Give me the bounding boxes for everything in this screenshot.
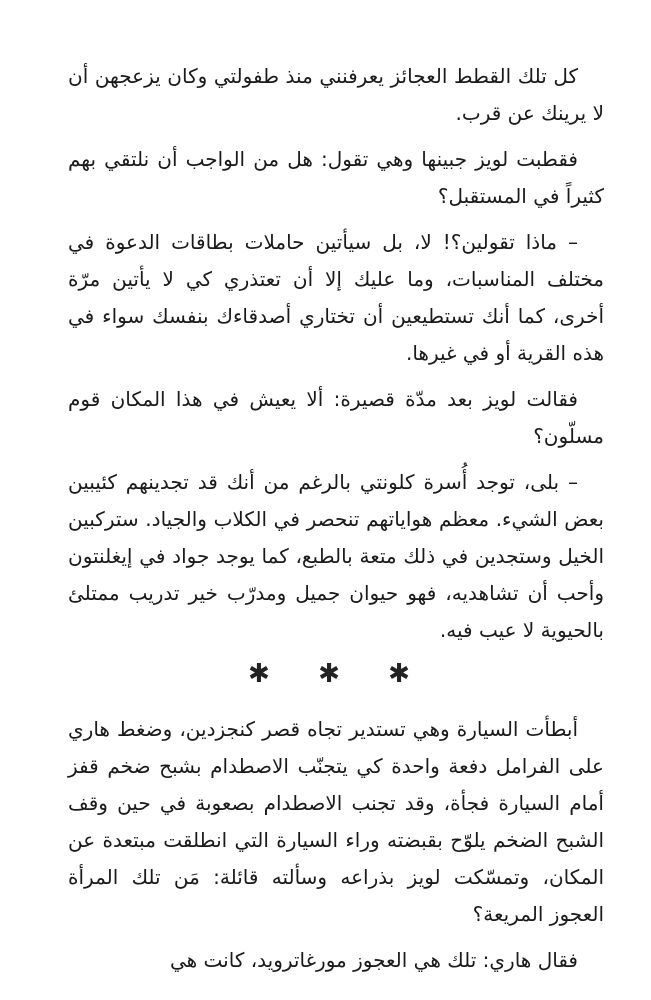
section-separator [68, 659, 604, 689]
paragraph: فقالت لويز بعد مدّة قصيرة: ألا يعيش في هذا المكان قوم مسلّون؟ [68, 387, 604, 448]
paragraph: فقال هاري: تلك هي العجوز مورغاترويد، كانت هي [169, 948, 578, 972]
paragraph: كل تلك القطط العجائز يعرفنني منذ طفولتي وكان يزعجهن أن لا يرينك عن قرب. [68, 64, 604, 125]
paragraph: فقطبت لويز جبينها وهي تقول: هل من الواجب أن نلتقي بهم كثيراً في المستقبل؟ [68, 147, 604, 208]
paragraph: أبطأت السيارة وهي تستدير تجاه قصر كنجزدين، وضغط هاري على الفرامل دفعة واحدة كي يتجنّب الاصطدام بشبح ضخم قفز أمام السيارة فجأة، وقد تجنب الاصطدام بصعوبة في حين وقف الشبح الضخم يلوّح بقبضته وراء السيارة التي انطلقت مبتعدة عن المكان، وتمسّكت لويز بذراعه وسألته قائلة: مَن تلك المرأة العجوز المريعة؟ [68, 717, 604, 926]
asterisk-ornament: ✱ [248, 659, 284, 689]
asterisk-ornament: ✱ [388, 659, 424, 689]
dialogue-paragraph: – بلى، توجد أُسرة كلونتي بالرغم من أنك قد تجدينهم كئيبين بعض الشيء. معظم هواياتهم تنحصر في الكلاب والجياد. ستركبين الخيل وستجدين في ذلك متعة بالطبع، كما يوجد جواد في إيغلنتون وأحب أن تشاهديه، فهو حيوان جميل ومدرّب خير تدريب ممتلئ بالحيوية لا عيب فيه. [68, 470, 604, 642]
asterisk-ornament: ✱ [318, 659, 354, 689]
book-page [68, 58, 604, 979]
dialogue-paragraph: – ماذا تقولين؟! لا، بل سيأتين حاملات بطاقات الدعوة في مختلف المناسبات، وما عليك إلا أن تعتذري كي لا يأتين مرّة أخرى، كما أنك تستطيعين أن تختاري أصدقاءك بنفسك سواء في هذه القرية أو في غيرها. [68, 230, 604, 365]
